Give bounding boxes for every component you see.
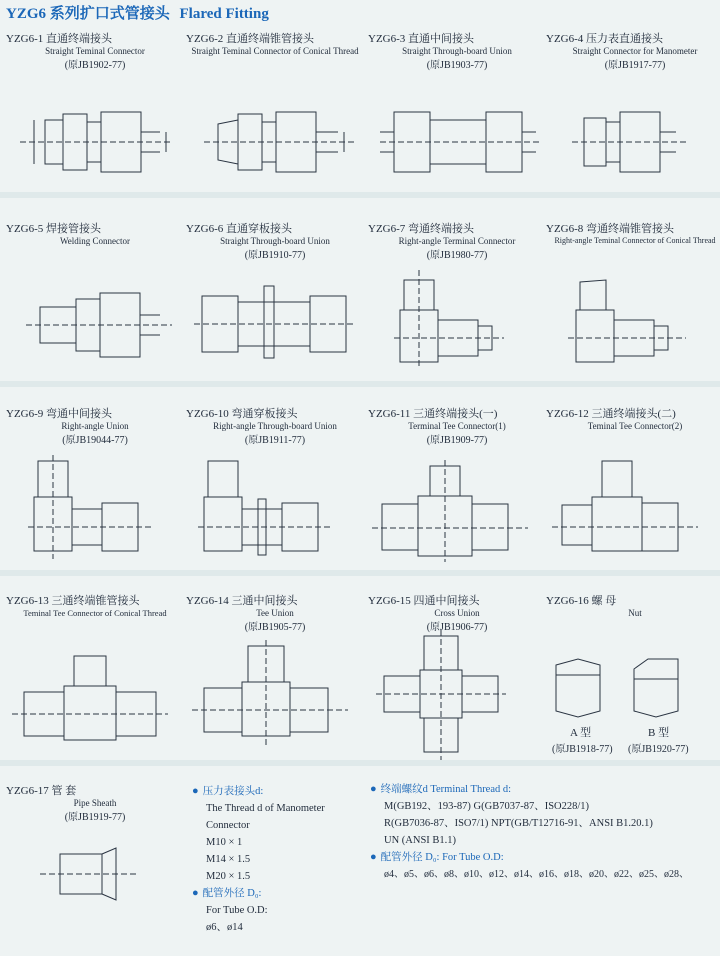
- fitting-item: [186, 220, 364, 261]
- note-line: M(GB192、193-87) G(GB7037-87、ISO228/1): [384, 801, 590, 812]
- fitting-code: YZG6-13 三通终端锥管接头: [6, 595, 140, 607]
- fitting-english-name: Terminal Tee Connector(1): [408, 421, 506, 431]
- fitting-english-name: Right-angle Terminal Connector: [398, 236, 516, 246]
- fitting-english-name: Straight Connector for Manometer: [572, 46, 698, 56]
- fitting-standard: (原JB1980-77): [426, 250, 488, 261]
- fitting-english-name: Straight Teminal Connector: [45, 46, 145, 56]
- fitting-code: YZG6-5 焊接管接头: [6, 223, 102, 235]
- terminal-tee-1-drawing: [372, 460, 532, 565]
- nut-b-label: B 型: [648, 727, 670, 739]
- right-angle-conical-drawing: [568, 270, 688, 370]
- fitting-english-name: Nut: [628, 608, 642, 618]
- fitting-code: YZG6-9 弯通中间接头: [6, 408, 113, 420]
- separator: [0, 760, 720, 766]
- fitting-english-name: Right-angle Through-board Union: [213, 421, 337, 431]
- fitting-item: [6, 782, 184, 823]
- fitting-english-name: Right-angle Teminal Connector of Conical Thread: [554, 236, 716, 245]
- conical-connector-drawing: [204, 100, 364, 180]
- separator: [0, 570, 720, 576]
- od-heading: ● 配管外径 D₀: For Tube O.D:: [370, 851, 504, 863]
- note-line: ø4、ø5、ø6、ø8、ø10、ø12、ø14、ø16、ø18、ø20、ø22、ø25、ø28、: [384, 869, 689, 880]
- fitting-code: YZG6-1 直通终端接头: [6, 33, 113, 45]
- fitting-english-name: Pipe Sheath: [73, 798, 117, 808]
- fitting-code: YZG6-10 弯通穿板接头: [186, 408, 298, 420]
- fitting-code: YZG6-2 直通终端锥管接头: [186, 33, 315, 45]
- note-line: Connector: [206, 820, 250, 831]
- union-drawing: [380, 100, 540, 180]
- fitting-english-name: Straight Teminal Connector of Conical Thread: [191, 46, 359, 56]
- fitting-standard: (原JB1911-77): [244, 435, 306, 446]
- fitting-code: YZG6-16 螺 母: [546, 595, 617, 607]
- fitting-standard: (原JB1902-77): [64, 60, 126, 71]
- fitting-english-name: Tee Union: [256, 608, 294, 618]
- fitting-item: [546, 30, 720, 71]
- thread-heading: ● 终端螺纹d Terminal Thread d:: [370, 783, 512, 795]
- fitting-standard: (原JB1906-77): [426, 622, 488, 633]
- nut-a-type: [570, 724, 591, 740]
- title-cn: YZG6 系列扩口式管接头: [6, 6, 170, 22]
- title-en: Flared Fitting: [179, 6, 269, 22]
- note-line: The Thread d of Manometer: [206, 803, 325, 814]
- conical-tee-drawing: [12, 650, 172, 750]
- straight-connector-drawing: [20, 100, 180, 180]
- separator: [0, 192, 720, 198]
- fitting-item: [368, 592, 546, 633]
- fitting-standard: (原JB1909-77): [426, 435, 488, 446]
- fitting-item: [368, 405, 546, 446]
- fitting-code: YZG6-4 压力表直通接头: [546, 33, 664, 45]
- fitting-code: YZG6-3 直通中间接头: [368, 33, 475, 45]
- fitting-item: [186, 30, 364, 56]
- right-angle-union-drawing: [28, 455, 158, 565]
- note-line: M10 × 1: [206, 837, 243, 848]
- fitting-item: [6, 592, 184, 618]
- right-angle-connector-drawing: [394, 270, 504, 370]
- fitting-item: [546, 592, 720, 618]
- cross-union-drawing: [376, 630, 506, 760]
- fitting-item: [6, 220, 184, 246]
- fitting-english-name: Right-angle Union: [61, 421, 129, 431]
- terminal-tee-2-drawing: [552, 455, 702, 565]
- welding-connector-drawing: [26, 285, 176, 365]
- nut-b-drawing: [626, 655, 696, 721]
- fitting-standard: (原JB1903-77): [426, 60, 488, 71]
- fitting-item: [186, 405, 364, 446]
- fitting-english-name: Straight Through-board Union: [220, 236, 330, 246]
- manometer-heading: ● 压力表接头d:: [192, 785, 264, 797]
- fitting-standard: (原JB19044-77): [62, 435, 128, 446]
- fitting-standard: (原JB1910-77): [244, 250, 306, 261]
- fitting-english-name: Teminal Tee Connector of Conical Thread: [23, 608, 167, 618]
- fitting-item: [546, 405, 720, 431]
- fitting-item: [6, 30, 184, 71]
- thread-notes: [370, 781, 715, 883]
- nut-a-label: A 型: [570, 727, 592, 739]
- fitting-standard: (原JB1917-77): [604, 60, 666, 71]
- fitting-english-name: Teminal Tee Connector(2): [587, 421, 683, 431]
- fitting-code: YZG6-17 管 套: [6, 785, 77, 797]
- nut-b-standard: (原JB1920-77): [628, 744, 689, 755]
- fitting-code: YZG6-8 弯通终端锥管接头: [546, 223, 675, 235]
- fitting-standard: (原JB1905-77): [244, 622, 306, 633]
- fitting-standard: (原JB1919-77): [64, 812, 126, 823]
- fitting-code: YZG6-11 三通终端接头(一): [368, 408, 498, 420]
- fitting-english-name: Welding Connector: [59, 236, 130, 246]
- fitting-code: YZG6-15 四通中间接头: [368, 595, 480, 607]
- note-line: UN (ANSI B1.1): [384, 835, 457, 846]
- note-line: ø6、ø14: [206, 922, 243, 933]
- fitting-code: YZG6-7 弯通终端接头: [368, 223, 475, 235]
- fitting-item: [6, 405, 184, 446]
- separator: [0, 381, 720, 387]
- nut-a-standard: (原JB1918-77): [552, 744, 613, 755]
- fitting-item: [186, 592, 364, 633]
- note-line: R(GB7036-87、ISO7/1) NPT(GB/T12716-91、ANSI B1.20.1): [384, 818, 653, 829]
- fitting-english-name: Straight Through-board Union: [402, 46, 512, 56]
- nut-b-type: [648, 724, 669, 740]
- note-line: For Tube O.D:: [206, 905, 268, 916]
- fitting-english-name: Cross Union: [434, 608, 480, 618]
- tee-union-drawing: [192, 640, 352, 750]
- pipe-sheath-drawing: [40, 840, 150, 910]
- manometer-connector-drawing: [572, 100, 692, 180]
- note-line: M20 × 1.5: [206, 871, 251, 882]
- pipe-od-heading: ● 配管外径 D₀:: [192, 887, 262, 899]
- through-board-union-drawing: [194, 282, 354, 362]
- nut-a-drawing: [548, 655, 618, 721]
- right-angle-through-board-drawing: [198, 455, 338, 565]
- fitting-code: YZG6-14 三通中间接头: [186, 595, 298, 607]
- page-title: [6, 2, 275, 23]
- manometer-notes: [192, 783, 325, 936]
- fitting-code: YZG6-12 三通终端接头(二): [546, 408, 676, 420]
- note-line: M14 × 1.5: [206, 854, 251, 865]
- fitting-item: [368, 220, 546, 261]
- fitting-code: YZG6-6 直通穿板接头: [186, 223, 293, 235]
- fitting-item: [546, 220, 720, 245]
- fitting-item: [368, 30, 546, 71]
